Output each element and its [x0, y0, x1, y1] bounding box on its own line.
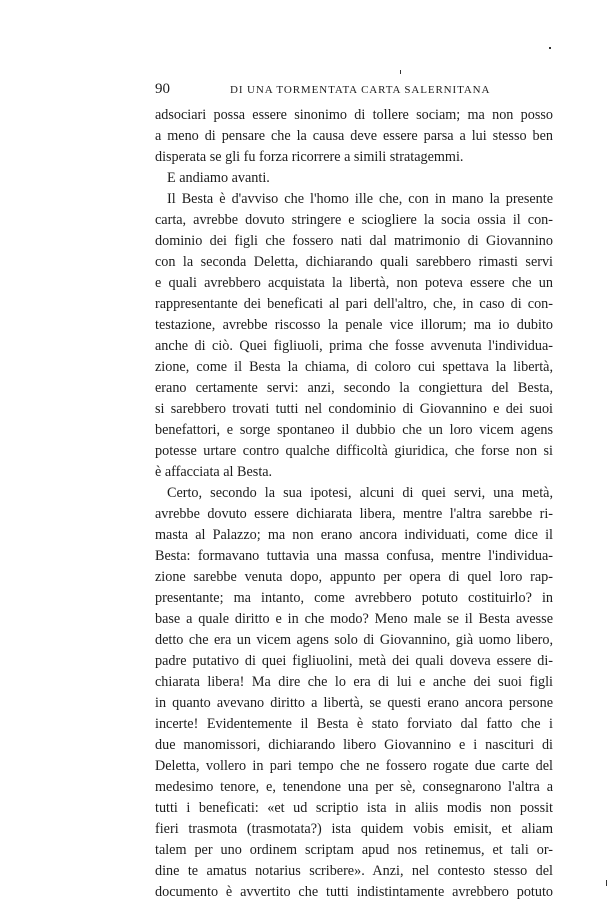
text-line: Certo, secondo la sua ipotesi, alcuni di quei servi, una metà, [167, 485, 553, 501]
text-line: base a quale diritto e in che modo? Meno male se il Besta avesse [155, 611, 553, 627]
text-line: Besta: formavano tuttavia una massa confusa, mentre l'individua- [155, 548, 553, 564]
text-line: benefattori, e sorge spontaneo il dubbio che un loro vicem agens [155, 422, 553, 438]
print-speck [549, 47, 551, 49]
text-line: testazione, avrebbe riscosso la penale vice illorum; ma io dubito [155, 317, 553, 333]
text-line: incerte! Evidentemente il Besta è stato forviato dal fatto che i [155, 716, 553, 732]
text-line: masta al Palazzo; ma non erano ancora individuati, come dice il [155, 527, 553, 543]
print-speck [400, 70, 401, 74]
text-line: fieri trasmota (trasmotata?) ista quidem vobis emisit, et aliam [155, 821, 553, 837]
text-line: presentante; ma intanto, come avrebbero potuto costituirlo? in [155, 590, 553, 606]
text-line: potesse urtare contro qualche difficoltà giuridica, che forse non si [155, 443, 553, 459]
text-line: talem per uno ordinem scriptam apud nos retinemus, et tali or- [155, 842, 553, 858]
text-line: adsociari possa essere sinonimo di tollere sociam; ma non posso [155, 107, 553, 123]
text-line: medesimo tenore, e, tenendone una per sè, consegnarono l'altra a [155, 779, 553, 795]
text-line: in quanto avevano diritto a libertà, se questi erano ancora persone [155, 695, 553, 711]
text-line: due manomissori, dichiarando libero Giovannino e i nascituri di [155, 737, 553, 753]
text-line: dominio dei figli che fossero nati dal matrimonio di Giovannino [155, 233, 553, 249]
text-line: è affacciata al Besta. [155, 464, 273, 480]
print-speck [606, 880, 607, 886]
text-line: documento è avvertito che tutti indistintamente avrebbero potuto [155, 884, 553, 900]
text-line: E andiamo avanti. [167, 170, 270, 186]
text-line: dine te amatus notarius scribere». Anzi, nel contesto stesso del [155, 863, 553, 879]
text-line: carta, avrebbe dovuto stringere e sciogliere la socia ossia il con- [155, 212, 553, 228]
text-line: e quali avrebbero acquistata la libertà, non poteva essere che un [155, 275, 553, 291]
text-line: avrebbe dovuto essere dichiarata libera, mentre l'altra sarebbe ri- [155, 506, 553, 522]
text-line: zione sarebbe venuta dopo, appunto per opera di quel loro rap- [155, 569, 553, 585]
text-line: detto che era un vicem agens solo di Giovannino, già uomo libero, [155, 632, 553, 648]
text-line: a meno di pensare che la causa deve essere parsa a lui stesso ben [155, 128, 553, 144]
running-title: DI UNA TORMENTATA CARTA SALERNITANA [230, 84, 491, 96]
text-line: padre putativo di quei figliuolini, metà dei quali doveva essere di- [155, 653, 553, 669]
text-line: anche di ciò. Quei figliuoli, prima che fosse avvenuta l'individua- [155, 338, 553, 354]
page-number: 90 [155, 81, 170, 97]
text-line: disperata se gli fu forza ricorrere a simili stratagemmi. [155, 149, 464, 165]
text-line: zione, come il Besta la chiama, di coloro cui spettava la libertà, [155, 359, 553, 375]
text-line: con la seconda Deletta, dichiarando quali sarebbero rimasti servi [155, 254, 553, 270]
text-line: erano certamente servi: anzi, secondo la congiettura del Besta, [155, 380, 553, 396]
text-line: chiarata libera! Ma dire che lo era di lui e anche dei suoi figli [155, 674, 553, 690]
text-line: si sarebbero trovati tutti nel condominio di Giovannino e dei suoi [155, 401, 553, 417]
text-line: rappresentante dei beneficati al pari dell'altro, che, in caso di con- [155, 296, 553, 312]
text-line: Il Besta è d'avviso che l'homo ille che, con in mano la presente [167, 191, 553, 207]
text-line: tutti i beneficati: «et ud scriptio ista in aliis modis non possit [155, 800, 553, 816]
page-header [155, 80, 553, 98]
text-line: Deletta, vollero in pari tempo che ne fossero rogate due carte del [155, 758, 553, 774]
body-text [155, 105, 553, 903]
